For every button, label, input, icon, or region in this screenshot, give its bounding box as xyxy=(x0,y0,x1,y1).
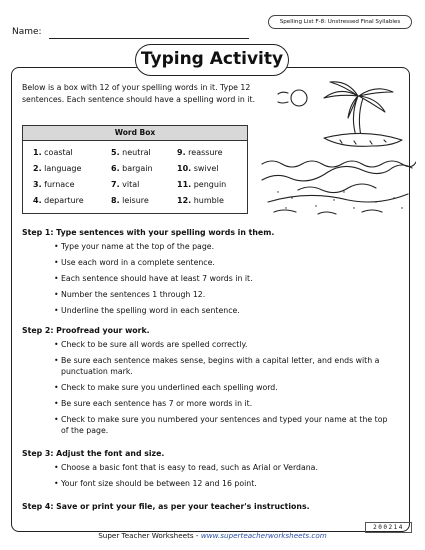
word-box xyxy=(22,125,248,214)
word-box-heading: Word Box xyxy=(23,126,247,141)
step-bullet: • Your font size should be between 12 and 16 point. xyxy=(54,479,257,488)
word-item: 11. penguin xyxy=(177,180,227,189)
word-item: 3. furnace xyxy=(33,180,75,189)
step-bullet: • Each sentence should have at least 7 words in it. xyxy=(54,274,253,283)
word-item: 4. departure xyxy=(33,196,84,205)
step-bullet: • Type your name at the top of the page. xyxy=(54,242,215,251)
worksheet-code: 200214 xyxy=(365,522,412,533)
word-item: 8. leisure xyxy=(111,196,149,205)
step-2-heading: Step 2: Proofread your work. xyxy=(22,326,150,335)
word-item: 1. coastal xyxy=(33,148,73,157)
name-line xyxy=(49,38,249,39)
step-bullet: • Check to make sure you underlined each spelling word. xyxy=(54,383,278,392)
step-4-heading: Step 4: Save or print your file, as per your teacher's instructions. xyxy=(22,502,310,511)
island-illustration xyxy=(258,80,416,220)
word-item: 6. bargain xyxy=(111,164,153,173)
footer-url[interactable]: www.superteacherworksheets.com xyxy=(200,531,327,540)
step-bullet: • Use each word in a complete sentence. xyxy=(54,258,215,267)
footer xyxy=(0,531,425,540)
step-bullet: • Underline the spelling word in each sentence. xyxy=(54,306,240,315)
step-3-heading: Step 3: Adjust the font and size. xyxy=(22,449,165,458)
step-bullet: • Choose a basic font that is easy to read, such as Arial or Verdana. xyxy=(54,463,318,472)
word-item: 12. humble xyxy=(177,196,224,205)
step-bullet: • Be sure each sentence makes sense, begins with a capital letter, and ends with a punctuation mark. xyxy=(54,356,380,376)
step-bullet: • Number the sentences 1 through 12. xyxy=(54,290,206,299)
footer-site: Super Teacher Worksheets xyxy=(98,531,194,540)
word-item: 2. language xyxy=(33,164,82,173)
step-1-heading: Step 1: Type sentences with your spelling words in them. xyxy=(22,228,275,237)
intro-text: Below is a box with 12 of your spelling words in it. Type 12 sentences. Each sentence should have a spelling word in it. xyxy=(22,83,256,104)
step-bullet: • Be sure each sentence has 7 or more words in it. xyxy=(54,399,253,408)
word-item: 7. vital xyxy=(111,180,140,189)
step-bullet: • Check to make sure you numbered your sentences and typed your name at the top of the page. xyxy=(54,415,388,435)
sun-icon xyxy=(291,90,307,106)
word-item: 5. neutral xyxy=(111,148,151,157)
page-title: Typing Activity xyxy=(135,44,289,76)
word-item: 10. swivel xyxy=(177,164,219,173)
footer-separator: - xyxy=(193,531,201,540)
spelling-list-tag: Spelling List F-8: Unstressed Final Syllables xyxy=(268,15,412,29)
word-item: 9. reassure xyxy=(177,148,223,157)
name-label: Name: xyxy=(12,27,42,37)
step-bullet: • Check to be sure all words are spelled correctly. xyxy=(54,340,248,349)
